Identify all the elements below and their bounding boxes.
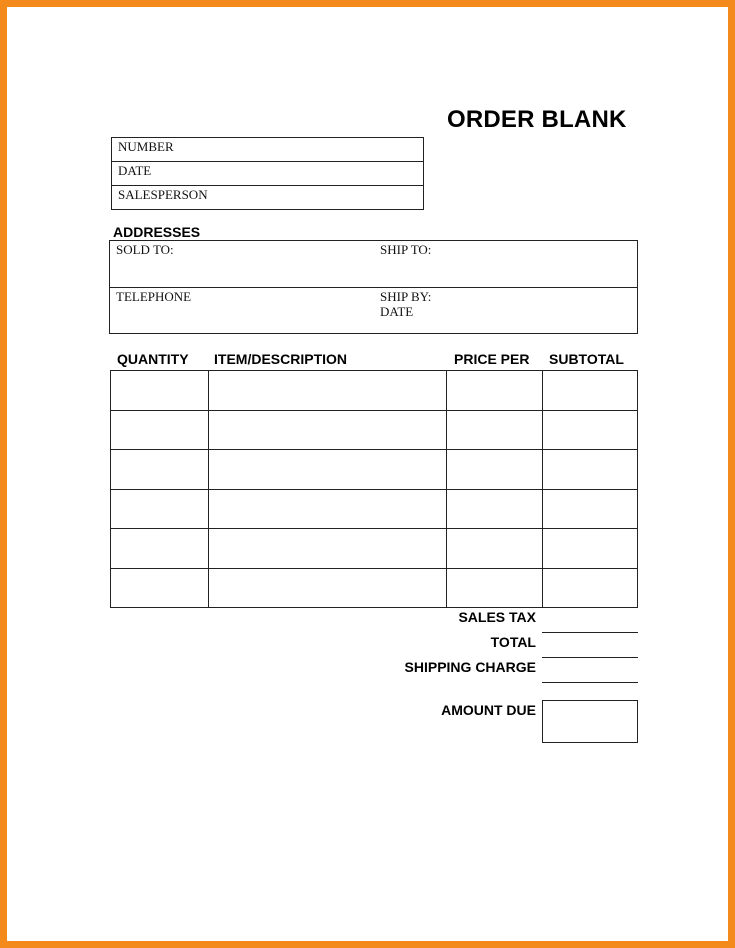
price-per-header: PRICE PER (454, 351, 530, 367)
sold-to-field[interactable]: SOLD TO: (116, 242, 174, 257)
amount-due-box[interactable] (542, 700, 638, 743)
row-divider (111, 489, 637, 490)
sales-tax-line[interactable] (542, 632, 638, 633)
subtotal-header: SUBTOTAL (549, 351, 624, 367)
addresses-box (109, 240, 638, 334)
form-title: ORDER BLANK (447, 106, 627, 133)
line-items-table[interactable] (110, 370, 638, 608)
shipping-charge-label: SHIPPING CHARGE (404, 659, 536, 675)
row-divider (111, 449, 637, 450)
item-description-header: ITEM/DESCRIPTION (214, 351, 348, 367)
row-divider (111, 568, 637, 569)
salesperson-label: SALESPERSON (118, 187, 208, 202)
addresses-heading: ADDRESSES (113, 224, 201, 240)
telephone-field[interactable]: TELEPHONE (116, 289, 192, 304)
sales-tax-label: SALES TAX (458, 609, 536, 625)
order-info-box (111, 137, 424, 210)
date-field[interactable] (112, 162, 423, 186)
row-divider (111, 528, 637, 529)
number-field[interactable] (112, 138, 423, 162)
total-line[interactable] (542, 657, 638, 658)
amount-due-label: AMOUNT DUE (441, 702, 536, 718)
row-divider (111, 410, 637, 411)
total-label: TOTAL (490, 634, 536, 650)
salesperson-field[interactable] (112, 186, 423, 210)
shipping-charge-line[interactable] (542, 682, 638, 683)
addresses-divider (110, 287, 637, 288)
ship-to-field[interactable]: SHIP TO: (380, 242, 432, 257)
ship-date-field[interactable]: DATE (380, 304, 414, 319)
ship-by-field[interactable]: SHIP BY: (380, 289, 432, 304)
quantity-header: QUANTITY (117, 351, 189, 367)
date-label: DATE (118, 163, 152, 178)
number-label: NUMBER (118, 139, 174, 154)
